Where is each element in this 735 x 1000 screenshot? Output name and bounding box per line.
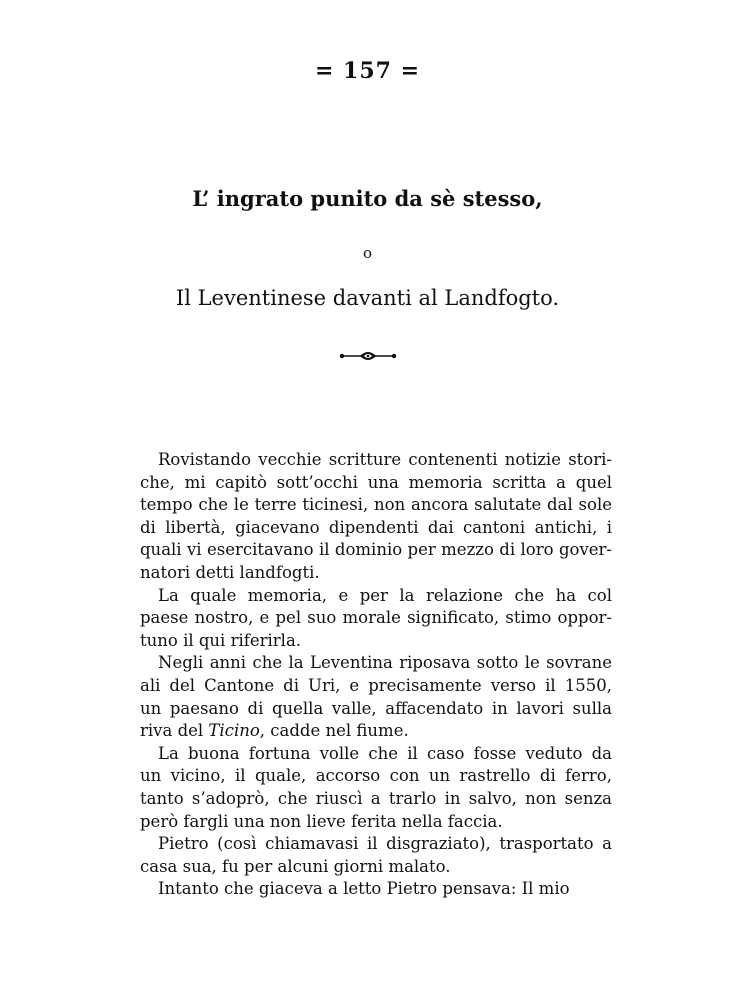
text-line: Intanto che giaceva a letto Pietro pensava: Il mio [158,879,570,899]
body-text [140,449,612,901]
text-line: tempo che le terre ticinesi, non ancora salutate dal sole [140,495,612,515]
text-line: tanto s’adoprò, che riuscì a trarlo in salvo, non senza [140,788,612,808]
text-line: natori detti landfogti. [140,562,320,582]
text-line: però fargli una non lieve ferita nella faccia. [140,811,503,831]
text-line: La quale memoria, e per la relazione che ha col [158,585,612,605]
page-number: = 157 = [314,58,421,84]
text-fragment: riva del [140,721,209,741]
text-line: di libertà, giacevano dipendenti dai cantoni antichi, i [140,517,612,537]
text-line: Pietro (così chiamavasi il disgraziato), trasportato a [158,834,612,854]
text-line: un paesano di quella valle, affacendato in lavori sulla [140,698,612,718]
title-connector: o [362,244,373,262]
text-line: Negli anni che la Leventina riposava sotto le sovrane [158,653,612,673]
chapter-subtitle: Il Leventinese davanti al Landfogto. [175,286,560,310]
text-line: Rovistando vecchie scritture contenenti notizie stori- [158,450,612,469]
italic-word: Ticino [208,721,260,741]
text-line: che, mi capitò sott’occhi una memoria scritta a quel [140,472,612,492]
text-line: paese nostro, e pel suo morale significato, stimo oppor- [140,608,612,628]
text-fragment: , cadde nel fiume. [259,721,409,741]
text-line: quali vi esercitavano il dominio per mezzo di loro gover- [140,540,612,560]
chapter-title: L’ ingrato punito da sè stesso, [192,186,543,211]
ornament-divider-icon [338,346,398,366]
text-line: un vicino, il quale, accorso con un rastrello di ferro, [140,766,612,786]
text-line: tuno il qui riferirla. [140,630,302,650]
text-line: La buona fortuna volle che il caso fosse veduto da [158,743,612,763]
text-line: ali del Cantone di Uri, e precisamente verso il 1550, [140,675,612,695]
text-line [140,720,612,743]
text-line: casa sua, fu per alcuni giorni malato. [140,856,451,876]
